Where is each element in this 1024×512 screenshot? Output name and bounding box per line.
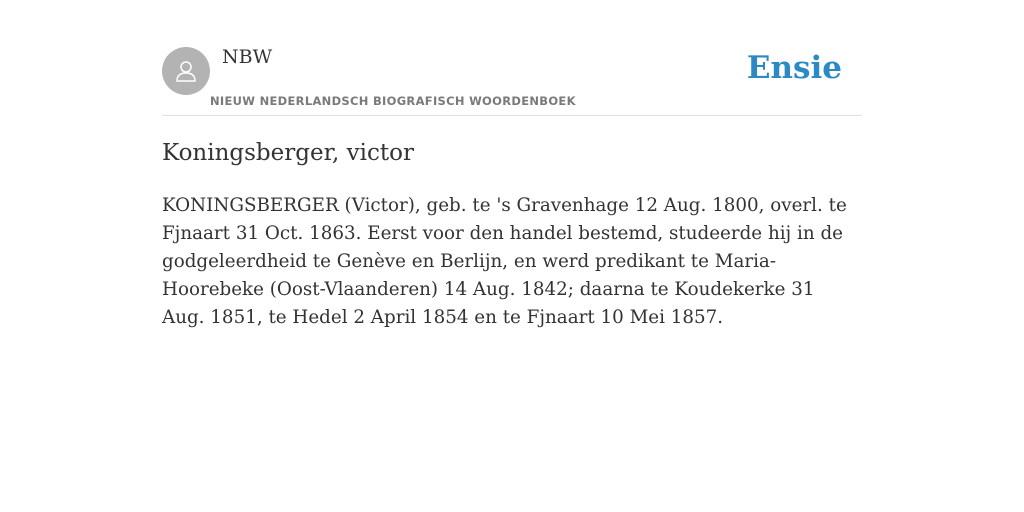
source-full-name: NIEUW NEDERLANDSCH BIOGRAFISCH WOORDENBOEK bbox=[210, 94, 576, 108]
ensie-logo[interactable]: Ensie bbox=[746, 50, 842, 86]
source-abbreviation[interactable]: NBW bbox=[222, 46, 273, 68]
article-body: KONINGSBERGER (Victor), geb. te 's Gravenhage 12 Aug. 1800, overl. te Fjnaart 31 Oct. 1863. Eerst voor den handel bestemd, studeerde hij in de godgeleerdheid te Genève en Berlijn, en werd predikant te Maria-Hoorebeke (Oost-Vlaanderen) 14 Aug. 1842; daarna te Koudekerke 31 Aug. 1851, te Hedel 2 April 1854 en te Fjnaart 10 Mei 1857. bbox=[162, 195, 847, 328]
article-title: Koningsberger, victor bbox=[162, 140, 414, 166]
source-header bbox=[162, 40, 862, 116]
avatar[interactable] bbox=[162, 47, 210, 95]
user-icon bbox=[171, 56, 201, 86]
